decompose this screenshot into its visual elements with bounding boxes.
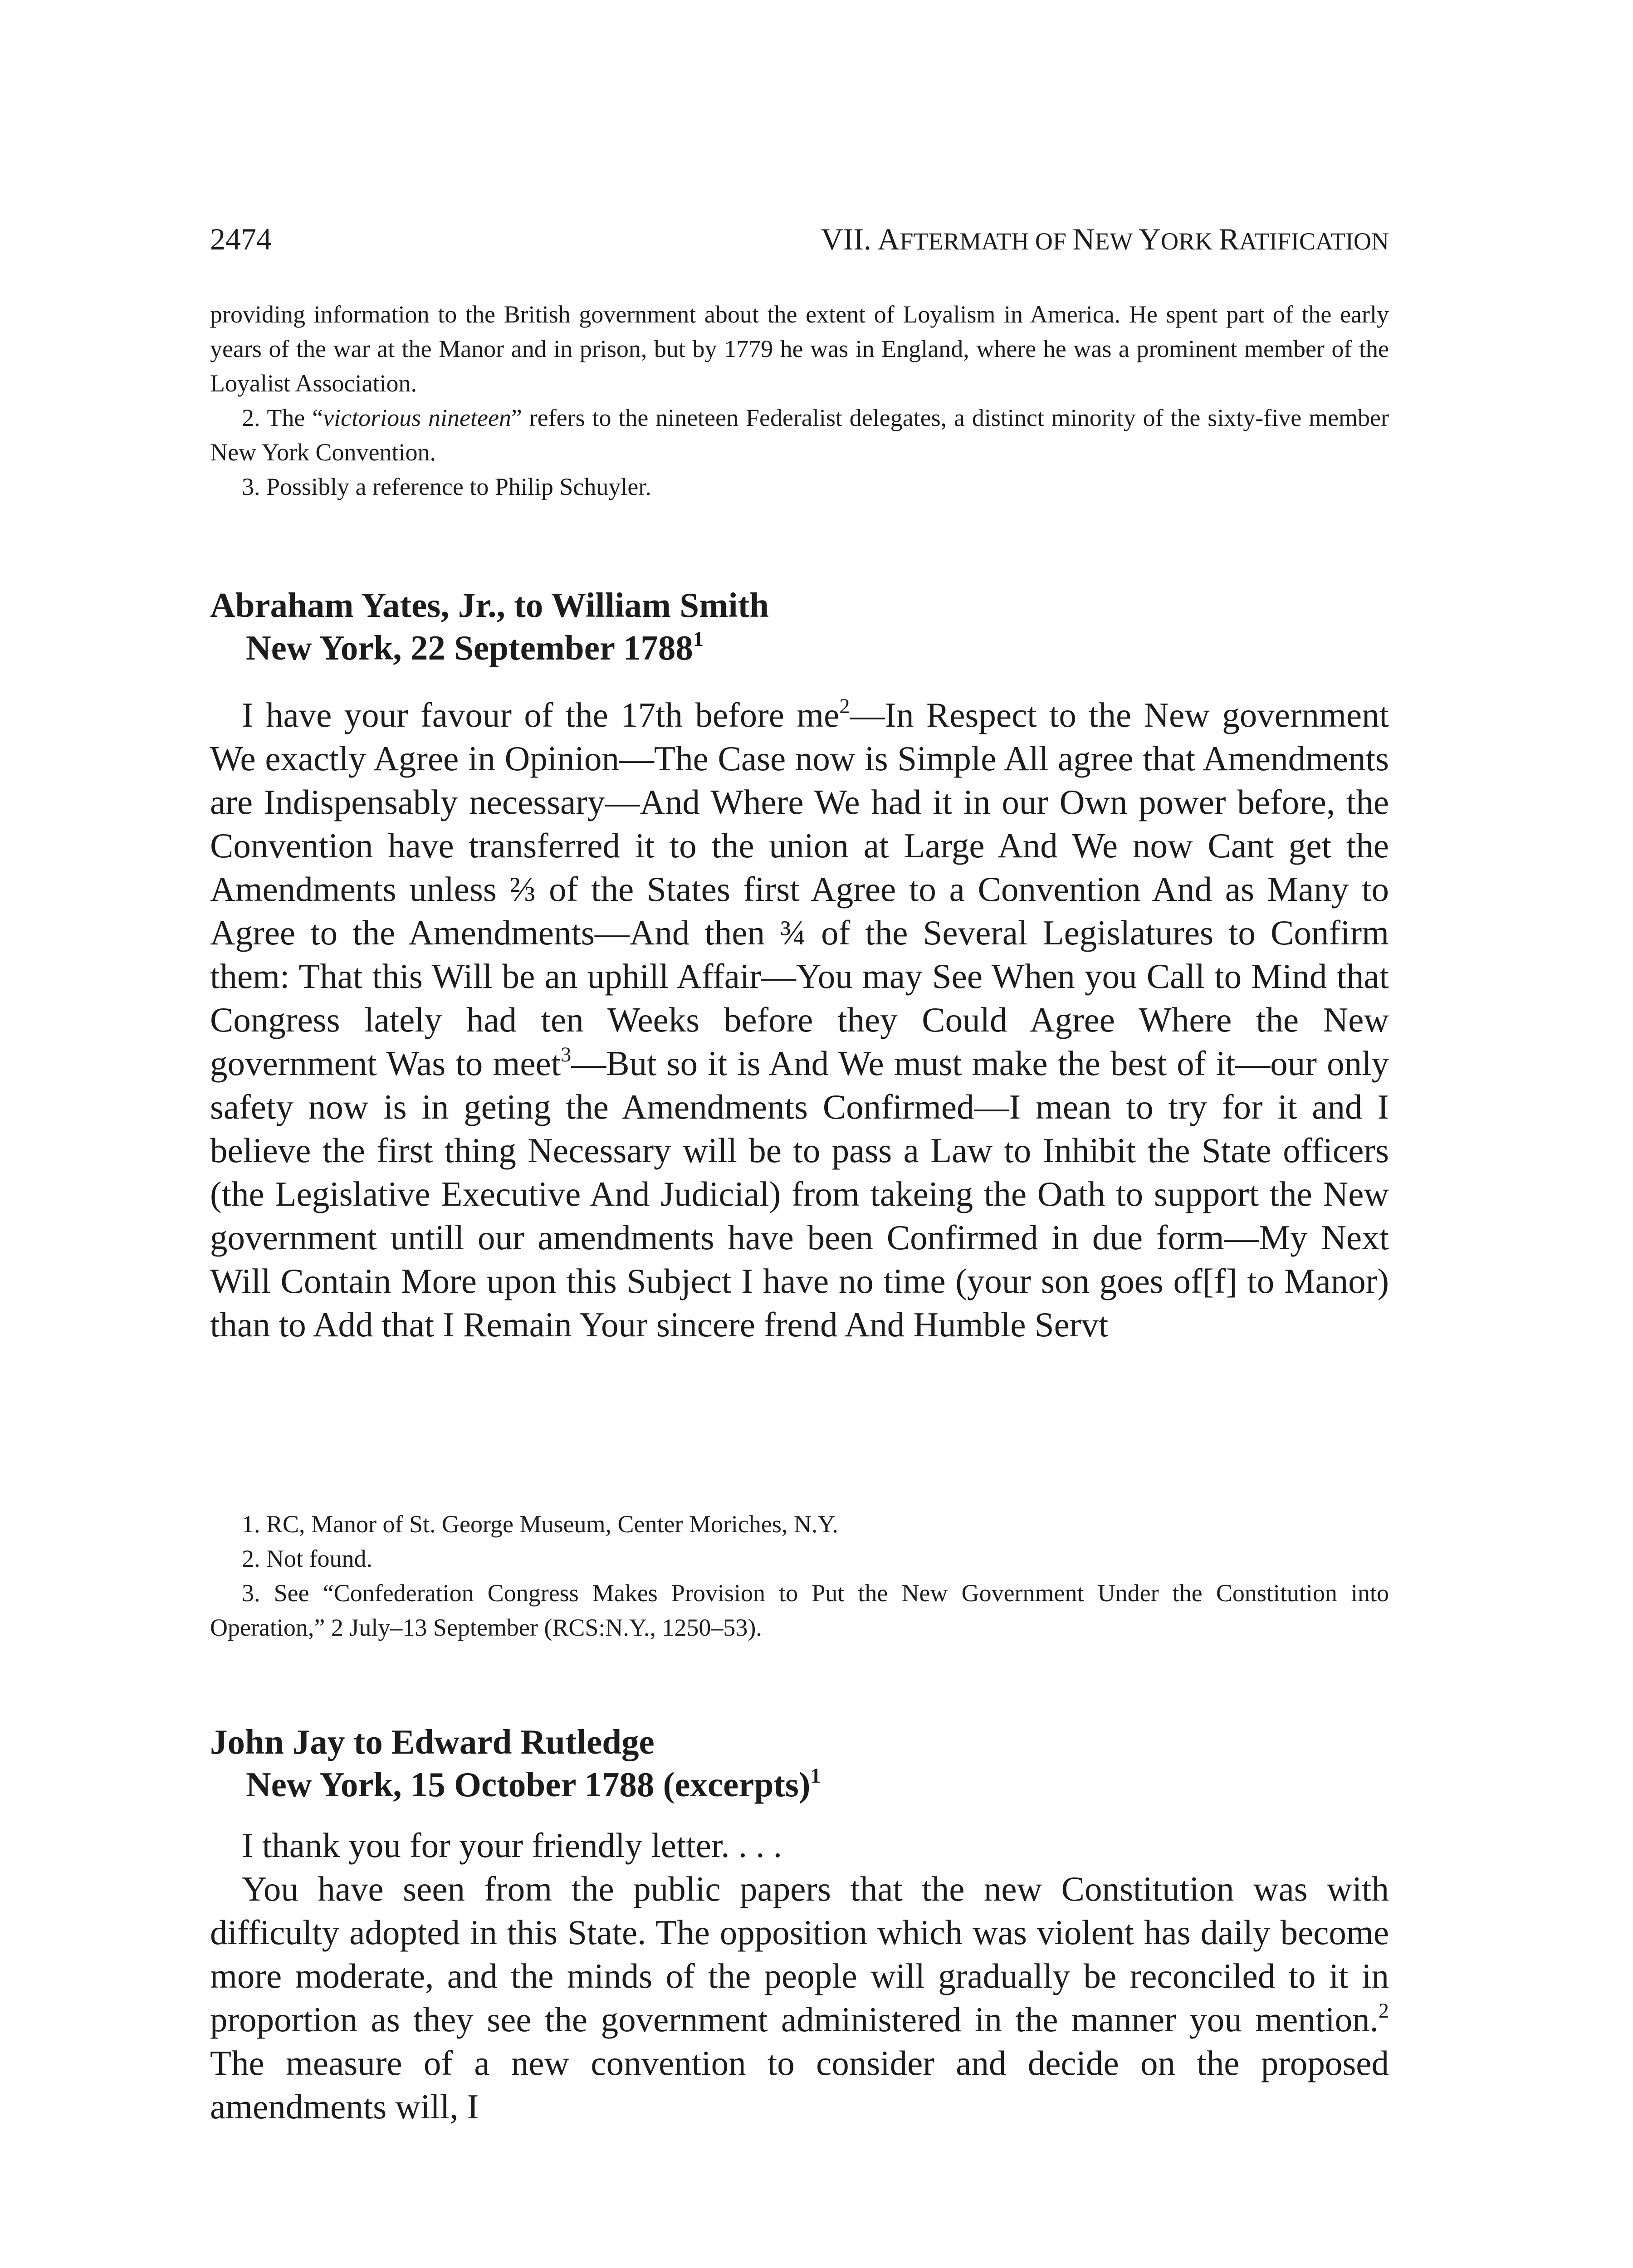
page-number: 2474 [210, 222, 272, 256]
letter2-paragraph-1: I thank you for your friendly letter. . . . [242, 1826, 782, 1865]
note-1: 1. RC, Manor of St. George Museum, Center Moriches, N.Y. [242, 1510, 838, 1538]
letter-dateline: New York, 22 September 1788$^1$ [246, 627, 704, 667]
letter-heading: Abraham Yates, Jr., to William Smith [210, 586, 769, 625]
footnotes-continued [210, 297, 1389, 504]
letter-body: I have your favour of the 17th before $me^2—In$ Respect to the New government We exactly Agree in Opinion—The Case now is Simple All agree that Amendments are Indispensably necessary—And Where We had it in our Own power before, the Convention have transferred it to the union at Large And We now Cant get the Amendments unless ⅔ of the States first Agree to a Convention And as Many to Agree to the Amendments—And then ¾ of the Several Legislatures to Confirm them: That this Will be an uphill Affair—You may See When you Call to Mind that Congress lately had ten Weeks before they Could Agree Where the New government Was to meet$^3$—But so it is And We must make the best of it—our only safety now is in geting the Amendments Confirmed—I mean to try for it and I believe the first thing Necessary will be to pass a Law to Inhibit the State officers (the Legislative Executive And Judicial) from takeing the Oath to support the New government untill our amendments have been Confirmed in due form—My Next Will Contain More upon this Subject I have no time (your son goes of[f] to Manor) than to Add that I Remain Your sincere frend And Humble Servt [210, 694, 1389, 1344]
letter-dateline-2: New York, 15 October 1788 (excerpts)$^1$ [246, 1764, 821, 1804]
footnote-1-continued: providing information to the British government about the extent of Loyalism in America. He spent part of the early years of the war at the Manor and in prison, but by 1779 he was in England, where he was a prominent member of the Loyalist Association. [210, 301, 1389, 397]
footnote-2: 2. The “victorious nineteen” refers to the nineteen Federalist delegates, a distinct minority of the sixty-five member New York Convention. [210, 404, 1389, 466]
footnote-3: 3. Possibly a reference to Philip Schuyler. [242, 473, 651, 500]
note-2: 2. Not found. [242, 1545, 372, 1572]
running-header [210, 219, 1389, 259]
letter-notes [210, 1507, 1389, 1645]
letter2-paragraph-2: You have seen from the public papers that the new Constitution was with difficulty adopted in this State. The opposition which was violent has daily become more moderate, and the minds of the people will gradually be reconciled to it in proportion as they see the government administered in the manner you mention.$^2$ The measure of a new convention to consider and decide on the proposed amendments will, I [210, 1869, 1389, 2126]
running-title: VII. AFTERMATH OF NEW YORK RATIFICATION [821, 222, 1389, 256]
note-3: 3. See “Confederation Congress Makes Provision to Put the New Government Under the Constitution into Operation,” 2 July–13 September (RCS:N.Y., 1250–53). [210, 1579, 1389, 1641]
letter-heading-2: John Jay to Edward Rutledge [210, 1722, 655, 1761]
